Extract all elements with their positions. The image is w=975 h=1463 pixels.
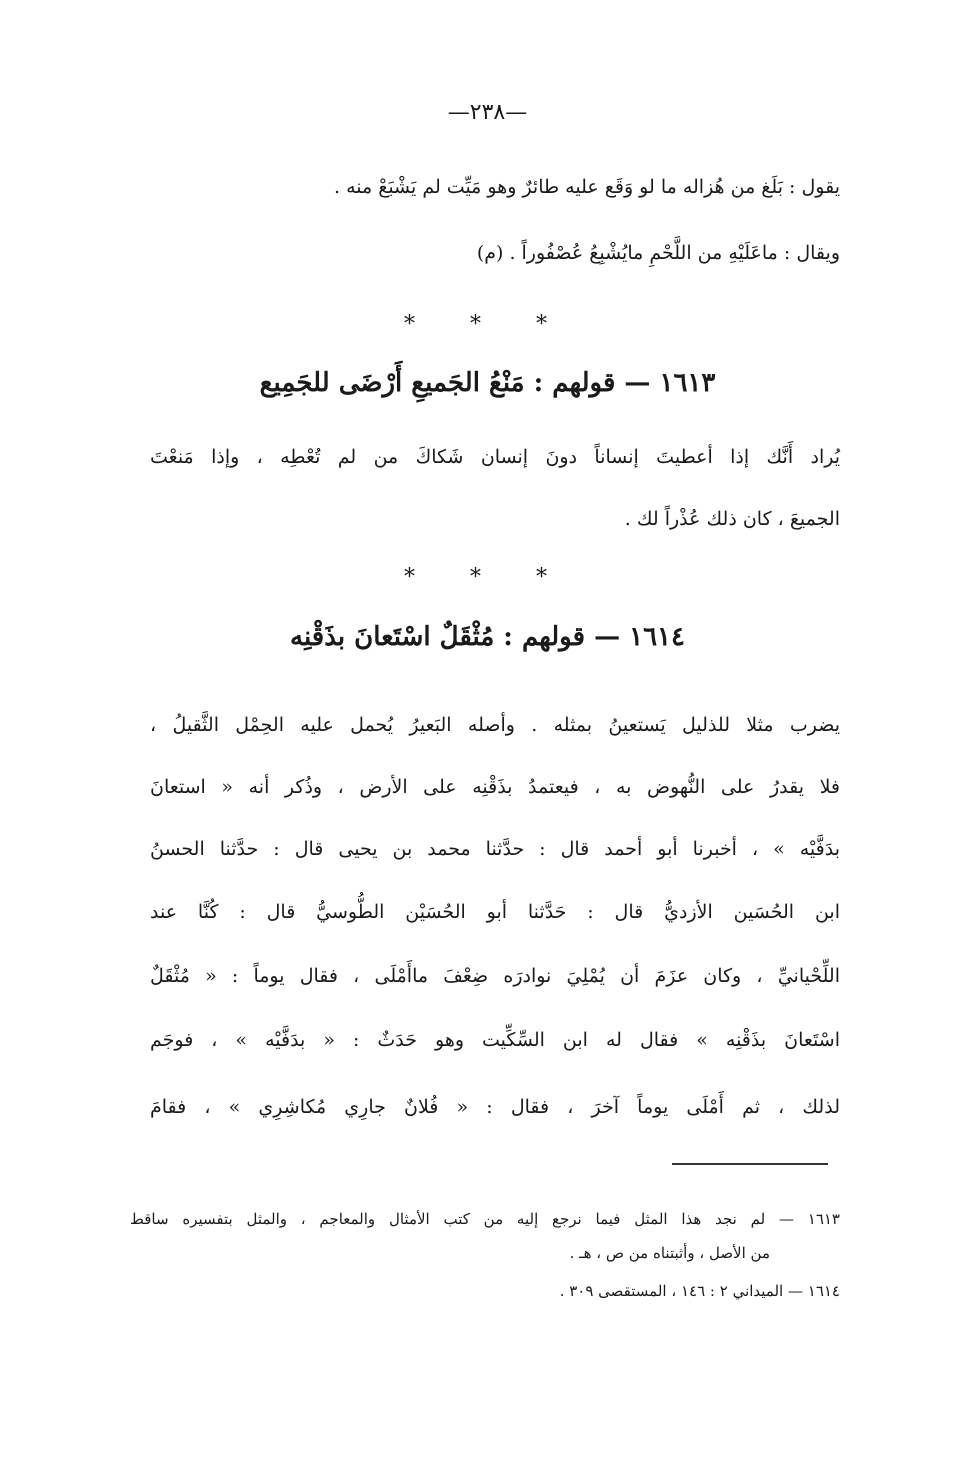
section-separator: * * * <box>404 312 571 337</box>
text-line: فلا يقدرُ على النُّهوض به ، فيعتمدُ بذَقْنِه على الأرض ، وذُكر أنه « استعانَ <box>150 776 840 798</box>
text-line: ويقال : ماعَلَيْهِ من اللَّحْمِ مايُشْبِعُ عُصْفُوراً . (م) <box>476 242 840 264</box>
text-line: يُراد أَنَّك إذا أعطيتَ إنساناً دونَ إنسان شَكاكَ من لم تُعْطِه ، وإذا مَنعْتَ <box>150 446 840 468</box>
text-line: لذلك ، ثم أَمْلَى يوماً آخرَ ، فقال : « فُلانٌ جارِي مُكاشِرِي » ، فقامَ <box>150 1096 840 1118</box>
footnote-rule <box>672 1163 828 1165</box>
entry-heading-1613: ١٦١٣ — قولهم : مَنْعُ الجَميعِ أَرْضَى للجَمِيع <box>259 368 716 398</box>
text-line: ابن الحُسَين الأزديُّ قال : حَدَّثنا أبو الحُسَيْن الطُّوسيُّ قال : كُنَّا عند <box>150 901 840 923</box>
text-line: يضرب مثلا للذليل يَستعينُ بمثله . وأصله البَعيرُ يُحمل عليه الحِمْل الثَّقيلُ ، <box>150 714 840 736</box>
footnote-line: من الأصل ، وأثبتناه من ص ، هـ . <box>569 1244 770 1262</box>
page-number: —٢٣٨— <box>447 100 528 125</box>
text-line: يقول : بَلَغ من هُزاله ما لو وَقَع عليه طائرٌ وهو مَيِّت لم يَشْبَعْ منه . <box>333 176 840 198</box>
text-line: اسْتَعانَ بذَقْنِه » فقال له ابن السِّكِّيت وهو حَدَثٌ : « بدَفَّيْه » ، فوجَم <box>150 1029 840 1051</box>
text-line: اللِّحْيانيِّ ، وكان عزَمَ أن يُمْلِيَ نوادرَه ضِعْفَ ماأَمْلَى ، فقال يوماً : « مُثْقَلٌ <box>150 965 840 987</box>
text-line: بدَفَّيْه » ، أخبرنا أبو أحمد قال : حدَّثنا محمد بن يحيى قال : حدَّثنا الحسنُ <box>150 838 840 860</box>
footnote-line: ١٦١٣ — لم نجد هذا المثل فيما نرجع إليه من كتب الأمثال والمعاجم ، والمثل بتفسيره ساقط <box>130 1210 840 1228</box>
section-separator: * * * <box>404 565 571 590</box>
footnote-line: ١٦١٤ — الميداني ٢ : ١٤٦ ، المستقصى ٣٠٩ . <box>559 1282 840 1300</box>
entry-heading-1614: ١٦١٤ — قولهم : مُثْقَلٌ اسْتَعانَ بذَقْنِه <box>290 622 685 652</box>
text-line: الجميعَ ، كان ذلك عُذْراً لك . <box>624 508 840 530</box>
